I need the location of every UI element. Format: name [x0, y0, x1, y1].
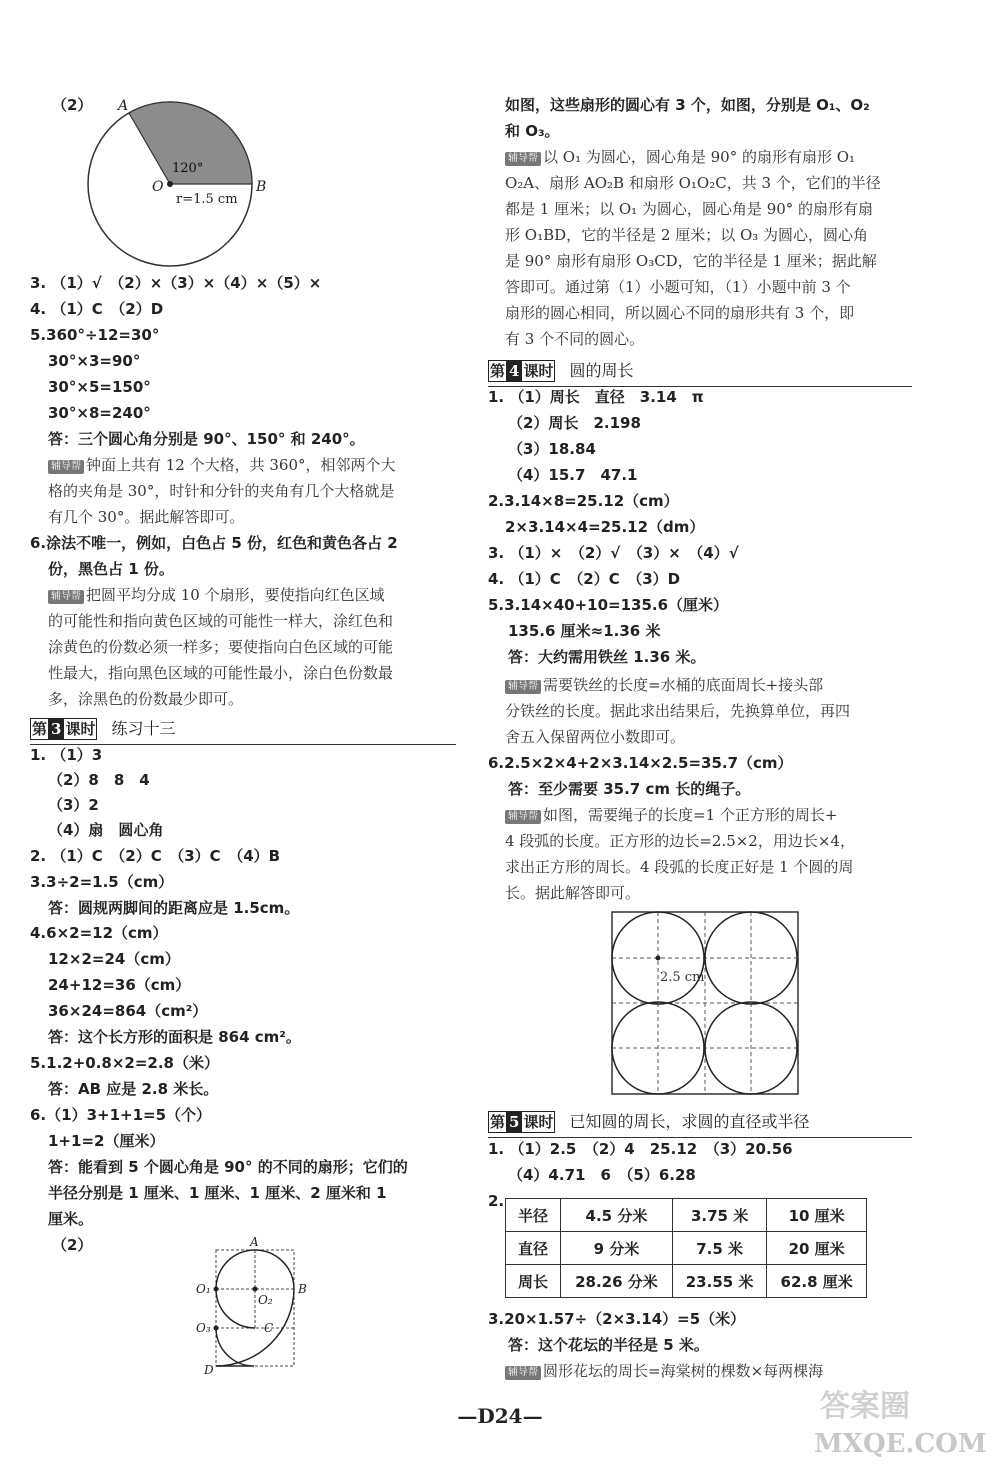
answer-line: 4. （1）C （2）D — [30, 300, 164, 318]
section-header-3: 第 3 课时 练习十三 — [30, 710, 456, 740]
point-d: D — [204, 1363, 214, 1377]
dimension-label: 2.5 cm — [660, 970, 705, 985]
section-title: 圆的周长 — [569, 361, 634, 380]
point-a: A — [250, 1235, 259, 1249]
answer-line: 3. （1）√ （2）×（3）×（4）×（5）× — [30, 274, 322, 292]
answer-page: （2） A O B 120° r=1.5 cm 3. （1）√ （2）×（3）×（4）×（5）× 4. （1）C （2）D 5.360°÷12=30° 30°×3=90° 30°×5=150° 30°×8=240° 答：三个圆心角分别是 90°、150° 和 240°。 辅导帮 钟面上共有 12 个大格，共 360°，相邻两个大 格的夹角是 30°，时针和分针的夹角有几个大格就是 有几个 30°。据此解答即可。 6.涂法不唯一，例如，白色占 5 份，红色和黄色各占 2 份，黑色占 1 份。 辅导帮 把圆平均分成 10 个扇形，要使指向红色区域 的可能性和指向黄色区域的可能性一样大，涂红色和 涂黄色的份数必须一样多；要使指向白色区域的可能 性最大，指向黑色区域的可能性最小，涂白色份数最 多，涂黑色的份数最少即可。 第 3 课时 练习十三 1. （1）3 （2）8 8 4 （3）2 （4）扇 圆心角 2. （1）C （2）C （3）C （4）B 3.3÷2=1.5（cm） 答：圆规两脚间的距离应是 1.5cm。 4.6×2=12（cm） 12×2=24（cm） 24+12=36（cm） 36×24=864（cm²） 答：这个长方形的面积是 864 cm²。 5.1.2+0.8×2=2.8（米） 答：AB 应是 2.8 米长。 6.（1）3+1+1=5（个） 1+1=2（厘米） 答：能看到 5 个圆心角是 90° 的不同的扇形；它们的 半径分别是 1 厘米、1 厘米、1 厘米、2 厘米和 1 厘米。 （2） A B C D O₁ O₂ O₃ 如图，这些扇形的圆心有 3 个，如图，分别是 O₁、O₂ 和 O₃。 辅导帮 以 O₁ 为圆心，圆心角是 90° 的扇形有扇形 O₁ O₂A、扇形 AO₂B 和扇形 O₁O₂C，共 3 个，它们的半径 都是 1 厘米；以 O₁ 为圆心，圆心角是 90° 的扇形有扇 形 O₁BD，它的半径是 2 厘米；以 O₃ 为圆心，圆心角 是 90° 扇形有扇形 O₃CD，它的半径是 1 厘米；据此解 答即可。通过第（1）小题可知，（1）小题中前 3 个 扇形的圆心相同，所以圆心不同的扇形共有 3 个，即 有 3 个不同的圆心。 第 4 课时 圆的周长 1. （1）周长 直径 3.14 π （2）周长 2.198 （3）18.84 （4）15.7 47.1 2.3.14×8=25.12（cm） 2×3.14×4=25.12（dm） 3. （1）× （2）√ （3）× （4）√ 4. （1）C （2）C （3）D 5.3.14×40+10=135.6（厘米） 135.6 厘米≈1.36 米 答：大约需用铁丝 1.36 米。 辅导帮 需要铁丝的长度=水桶的底面周长+接头部 分铁丝的长度。据此求出结果后，先换算单位，再四 舍五入保留两位小数即可。 6.2.5×2×4+2×3.14×2.5=35.7（cm） 答：至少需要 35.7 cm 长的绳子。 辅导帮 如图，需要绳子的长度=1 个正方形的周长+ 4 段弧的长度。正方形的边长=2.5×2，用边长×4， 求出正方形的周长。4 段弧的长度正好是 1 个圆的周 长。据此解答即可。 2.5 cm 第 5 课时 已知圆的周长，求圆的直径或半径 1. （1）2.5 （2）4 25.12 （3）20.56 （4）4.71 6 （5）6.28 2. 半径 4.5 分米 3.75 米 10 厘米 直径 9 分米 7.5 米 20 厘米 周长 28.26 分米 23.55 米 62.8 厘米 3.20×1.57÷（2×3.14）=5（米） 答：这个花坛的半径是 5 米。 辅导帮 圆形花坛的周长=海棠树的棵数×每两棵海 —D24— 答案圈 MXQE.COM — [0, 0, 1000, 1471]
answer-line: 1. （1）2.5 （2）4 25.12 （3）20.56 — [488, 1140, 793, 1158]
answer-line: 和 O₃。 — [505, 122, 560, 140]
quarter-circles-figure — [190, 1232, 320, 1377]
helper-badge: 辅导帮 — [48, 590, 84, 604]
point-b: B — [256, 179, 267, 195]
section-header-4: 第 4 课时 圆的周长 — [488, 352, 912, 382]
section-title: 练习十三 — [111, 719, 176, 738]
answer-line: 30°×5=150° — [48, 378, 151, 396]
answer-line: 5.360°÷12=30° — [30, 326, 160, 344]
section-header-5: 第 5 课时 已知圆的周长，求圆的直径或半径 — [488, 1103, 912, 1133]
table-row: 直径 9 分米 7.5 米 20 厘米 — [506, 1232, 867, 1265]
section-title: 已知圆的周长，求圆的直径或半径 — [569, 1112, 810, 1131]
helper-badge: 辅导帮 — [505, 680, 541, 694]
radius-label: r=1.5 cm — [176, 192, 238, 207]
four-circles-figure — [608, 908, 812, 1098]
svg-text:MXQE.COM: MXQE.COM — [814, 1429, 987, 1459]
point-o2: O₂ — [258, 1293, 273, 1307]
point-c: C — [264, 1321, 274, 1335]
circle-data-table — [505, 1198, 867, 1298]
answer-line: 答：三个圆心角分别是 90°、150° 和 240°。 — [48, 430, 365, 448]
angle-label: 120° — [172, 161, 204, 176]
q2-label: （2） — [52, 96, 93, 114]
point-o: O — [152, 179, 164, 195]
answer-line: 3.20×1.57÷（2×3.14）=5（米） — [488, 1310, 746, 1328]
helper-badge: 辅导帮 — [505, 1366, 541, 1380]
q2-label: 2. — [488, 1192, 505, 1210]
point-o3: O₃ — [196, 1321, 211, 1335]
table-row: 周长 28.26 分米 23.55 米 62.8 厘米 — [506, 1265, 867, 1298]
answer-line: 答：至少需要 35.7 cm 长的绳子。 — [508, 780, 751, 798]
page-number: —D24— — [457, 1404, 543, 1428]
helper-badge: 辅导帮 — [505, 810, 541, 824]
sector-figure — [80, 96, 280, 271]
helper-note-q3: 辅导帮 圆形花坛的周长=海棠树的棵数×每两棵海 — [505, 1358, 823, 1384]
table-row: 半径 4.5 分米 3.75 米 10 厘米 — [506, 1199, 867, 1232]
svg-text:答案圈: 答案圈 — [820, 1389, 910, 1424]
answer-line: 30°×3=90° — [48, 352, 141, 370]
answer-line: （4）4.71 6 （5）6.28 — [508, 1166, 696, 1184]
point-b: B — [298, 1282, 307, 1296]
answer-line: 份，黑色占 1 份。 — [48, 560, 174, 578]
point-a: A — [118, 98, 129, 114]
answer-line: 答：这个花坛的半径是 5 米。 — [508, 1336, 709, 1354]
answer-line: 30°×8=240° — [48, 404, 151, 422]
answer-line: 如图，这些扇形的圆心有 3 个，如图，分别是 O₁、O₂ — [505, 96, 870, 114]
helper-badge: 辅导帮 — [48, 460, 84, 474]
answer-line: 6.涂法不唯一，例如，白色占 5 份，红色和黄色各占 2 — [30, 534, 398, 552]
point-o1: O₁ — [196, 1282, 211, 1296]
answer-line: 6.2.5×2×4+2×3.14×2.5=35.7（cm） — [488, 754, 793, 772]
watermark — [800, 1380, 990, 1465]
helper-badge: 辅导帮 — [505, 152, 541, 166]
